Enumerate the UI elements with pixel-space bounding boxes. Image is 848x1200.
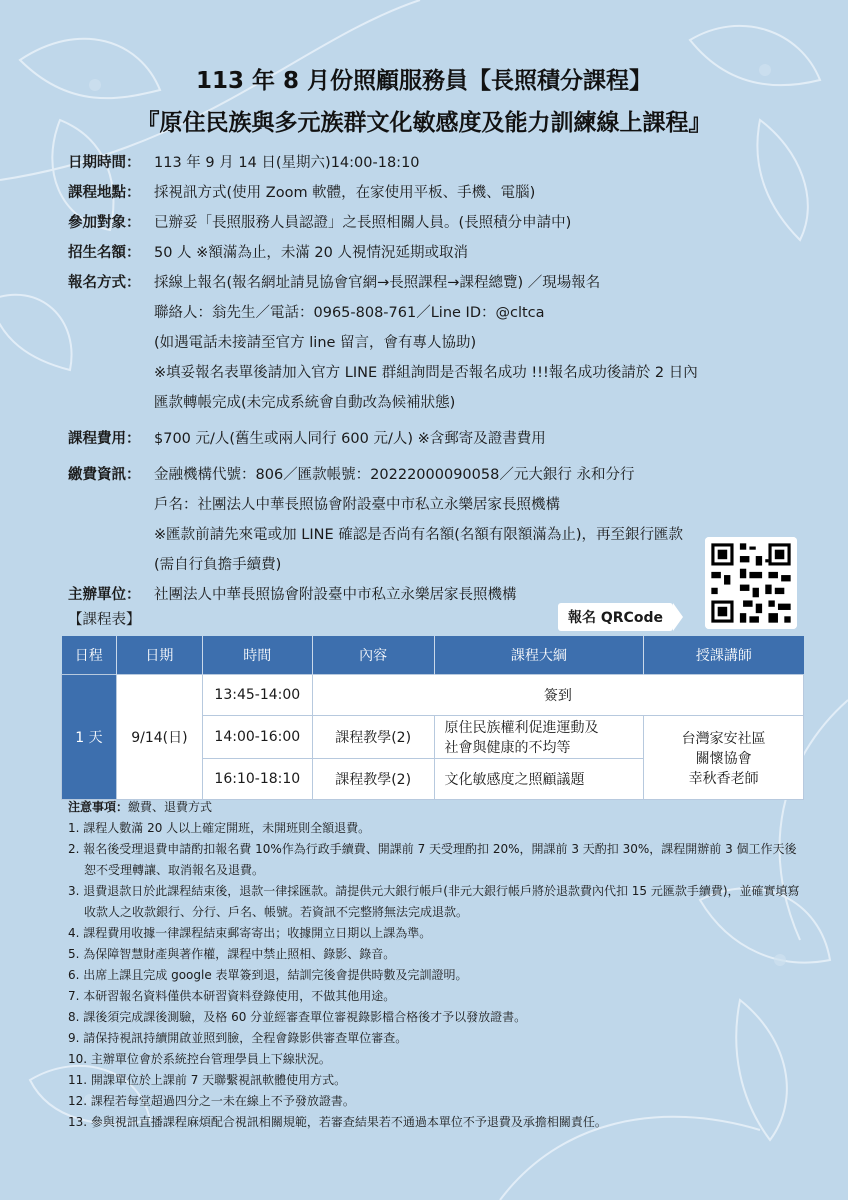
cell-time: 14:00-16:00 — [202, 716, 312, 759]
table-header-row — [62, 636, 804, 675]
note-item: 6. 出席上課且完成 google 表單簽到退，結訓完後會提供時數及完訓證明。 — [68, 968, 468, 982]
instructor-line: 關懷協會 — [695, 750, 752, 767]
cell-outline — [434, 716, 644, 759]
info-register — [68, 268, 808, 298]
info-audience — [68, 208, 808, 238]
note-item: 4. 課程費用收據一律課程結束郵寄寄出；收據開立日期以上課為準。 — [68, 926, 432, 940]
note-item: 5. 為保障智慧財產與著作權，課程中禁止照相、錄影、錄音。 — [68, 947, 396, 961]
title-line1: 113 年 8 月份照顧服務員【長照積分課程】 — [195, 68, 653, 94]
header-date: 日期 — [116, 636, 202, 675]
qr-code-label: 報名 QRCode — [558, 603, 673, 631]
cell-day-count: 1 天 — [62, 675, 117, 800]
outline-line: 原住民族權利促進運動及 — [444, 720, 599, 736]
register-note: (如遇電話未接請至官方 line 留言，會有專人協助) — [154, 335, 477, 351]
course-info — [68, 148, 808, 610]
cell-outline: 文化敏感度之照顧議題 — [434, 759, 644, 800]
info-label: 參加對象： — [68, 215, 141, 231]
info-label: 課程費用： — [68, 431, 141, 447]
table-row — [62, 675, 804, 716]
note-item: 10. 主辦單位會於系統控台管理學員上下線狀況。 — [68, 1052, 331, 1066]
notes-heading-text: 繳費、退費方式 — [128, 800, 213, 814]
cell-signin: 簽到 — [312, 675, 803, 716]
header-instructor: 授課講師 — [644, 636, 804, 675]
header-outline: 課程大綱 — [434, 636, 644, 675]
info-label: 課程地點： — [68, 185, 141, 201]
header-time: 時間 — [202, 636, 312, 675]
note-item: 1. 課程人數滿 20 人以上確定開班，未開班則全額退費。 — [68, 821, 371, 835]
cell-time: 16:10-18:10 — [202, 759, 312, 800]
info-quota — [68, 238, 808, 268]
note-item: 3. 退費退款日於此課程結束後，退款一律採匯款。請提供元大銀行帳戶(非元大銀行帳戶將於退款費內代扣 15 元匯款手續費)，並確實填寫收款人之收款銀行、分行、戶名、帳號。若資訊不完整將無法完成退款。 — [68, 884, 800, 919]
info-value: 採線上報名(報名網址請見協會官網→長照課程→課程總覽) ／現場報名 — [154, 275, 601, 291]
note-item: 7. 本研習報名資料僅供本研習資料登錄使用，不做其他用途。 — [68, 989, 396, 1003]
note-item: 9. 請保持視訊持續開啟並照到臉，全程會錄影供審查單位審查。 — [68, 1031, 408, 1045]
schedule-title: 【課程表】 — [68, 612, 141, 628]
title-line2: 『原住民族與多元族群文化敏感度及能力訓練線上課程』 — [136, 110, 712, 136]
info-value: 已辦妥「長照服務人員認證」之長照相關人員。(長照積分申請中) — [154, 215, 572, 231]
instructor-line: 幸秋香老師 — [688, 770, 759, 787]
outline-line: 社會與健康的不均等 — [444, 740, 571, 756]
payment-account-name: 戶名：社團法人中華長照協會附設臺中市私立永樂居家長照機構 — [154, 497, 560, 513]
header-content: 內容 — [312, 636, 434, 675]
register-line-group: ※填妥報名表單後請加入官方 LINE 群組詢問是否報名成功 !!!報名成功後請於 2 日內 — [154, 365, 698, 381]
info-value: 50 人 ※額滿為止，未滿 20 人視情況延期或取消 — [154, 245, 468, 261]
note-item: 12. 課程若每堂超過四分之一未在線上不予發放證書。 — [68, 1094, 355, 1108]
cell-content: 課程教學(2) — [312, 716, 434, 759]
cell-instructor — [644, 716, 804, 800]
info-value: 金融機構代號：806／匯款帳號：20222000090058／元大銀行 永和分行 — [154, 467, 635, 483]
registration-qr-code[interactable] — [705, 537, 797, 629]
note-item: 8. 課後須完成課後測驗，及格 60 分並經審查單位審視錄影檔合格後才予以發放證書。 — [68, 1010, 527, 1024]
register-contact: 聯絡人：翁先生／電話：0965-808-761／Line ID：@cltca — [154, 305, 545, 321]
info-label: 報名方式： — [68, 275, 141, 291]
info-label: 繳費資訊： — [68, 467, 141, 483]
info-fee — [68, 424, 808, 454]
note-item: 2. 報名後受理退費申請酌扣報名費 10%作為行政手續費、開課前 7 天受理酌扣 20%，開課前 3 天酌扣 30%，課程開辦前 3 個工作天後恕不受理轉讓、取消報名及退費。 — [68, 842, 797, 877]
schedule-table — [61, 636, 804, 800]
info-date — [68, 148, 808, 178]
cell-time: 13:45-14:00 — [202, 675, 312, 716]
info-location — [68, 178, 808, 208]
info-payment — [68, 460, 808, 490]
payment-note: ※匯款前請先來電或加 LINE 確認是否尚有名額(名額有限額滿為止)，再至銀行匯款 — [154, 527, 684, 543]
note-item: 13. 參與視訊直播課程麻煩配合視訊相關規範，若審查結果若不通過本單位不予退費及承擔相關責任。 — [68, 1115, 607, 1129]
instructor-line: 台灣家安社區 — [681, 730, 766, 747]
header-day-count: 日程 — [62, 636, 117, 675]
note-item: 11. 開課單位於上課前 7 天聯繫視訊軟體使用方式。 — [68, 1073, 347, 1087]
payment-fee-note: (需自行負擔手續費) — [154, 557, 282, 573]
info-label: 日期時間： — [68, 155, 141, 171]
notes-heading — [68, 797, 808, 818]
info-label: 招生名額： — [68, 245, 141, 261]
info-value: 113 年 9 月 14 日(星期六)14:00-18:10 — [154, 155, 420, 171]
notes — [68, 797, 808, 1133]
cell-content: 課程教學(2) — [312, 759, 434, 800]
info-label: 主辦單位： — [68, 587, 141, 603]
info-value: 採視訊方式(使用 Zoom 軟體，在家使用平板、手機、電腦) — [154, 185, 536, 201]
notes-heading-label: 注意事項： — [68, 800, 129, 814]
info-value: $700 元/人(舊生或兩人同行 600 元/人) ※含郵寄及證書費用 — [154, 431, 546, 447]
info-organizer — [68, 580, 808, 610]
register-deadline: 匯款轉帳完成(未完成系統會自動改為候補狀態) — [154, 395, 456, 411]
info-value: 社團法人中華長照協會附設臺中市私立永樂居家長照機構 — [154, 587, 517, 603]
cell-date: 9/14(日) — [116, 675, 202, 800]
